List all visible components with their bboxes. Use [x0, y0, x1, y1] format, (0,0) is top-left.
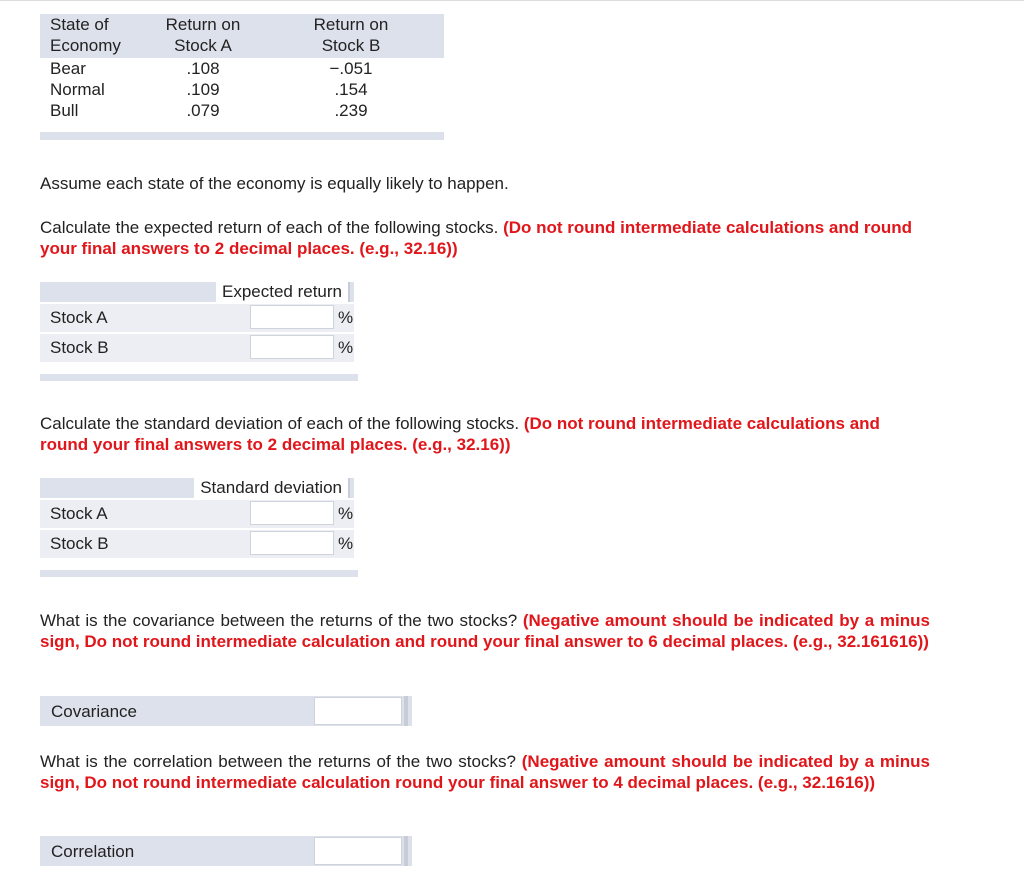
header-return-stock-a: Return on Stock A	[165, 15, 241, 55]
correlation-question	[40, 751, 930, 793]
row-label: Stock A	[50, 504, 108, 523]
covariance-label: Covariance	[51, 702, 137, 721]
stock-b-return-cell: −.051	[329, 59, 373, 78]
header-state-of-economy: State of Economy	[50, 15, 121, 55]
row-label: Stock B	[50, 338, 109, 357]
question-prompt: Calculate the expected return of each of the following stocks.	[40, 218, 499, 237]
table-row	[40, 79, 444, 100]
question-instruction: (Negative amount should be indicated by a minus sign, Do not round intermediate calculation round your final answer to 4 decimal places. (e.g., 32.1616))	[40, 752, 930, 792]
covariance-question	[40, 610, 930, 652]
column-header: Expected return	[216, 282, 350, 302]
stock-a-return-cell: .108	[186, 59, 220, 78]
expected-return-row-stock-a	[40, 304, 354, 332]
header-return-stock-b: Return on Stock B	[313, 15, 389, 55]
economy-table-header	[40, 14, 444, 58]
question-instruction: (Do not round intermediate calculations and round your final answers to 2 decimal places. (e.g., 32.16))	[40, 218, 913, 258]
stock-a-return-cell: .109	[186, 80, 220, 99]
row-end-bar	[404, 696, 408, 726]
standard-deviation-header	[40, 478, 354, 498]
covariance-row	[40, 696, 412, 726]
table-bottom-bar	[40, 374, 358, 381]
economy-returns-table	[40, 14, 444, 121]
expected-return-table	[40, 282, 358, 381]
expected-return-stock-a-input[interactable]	[250, 305, 334, 329]
question-prompt: What is the correlation between the returns of the two stocks?	[40, 752, 516, 771]
standard-deviation-table	[40, 478, 358, 577]
stock-b-return-cell: .239	[334, 101, 368, 120]
row-label: Stock A	[50, 308, 108, 327]
table-row	[40, 100, 444, 121]
stock-a-return-cell: .079	[186, 101, 220, 120]
standard-deviation-row-stock-a	[40, 500, 354, 528]
percent-unit: %	[338, 504, 354, 523]
table-bottom-bar	[40, 132, 444, 140]
standard-deviation-question	[40, 413, 930, 455]
row-end-bar	[404, 836, 408, 866]
state-cell: Bear	[50, 59, 86, 78]
expected-return-row-stock-b	[40, 334, 354, 362]
question-prompt: Calculate the standard deviation of each of the following stocks.	[40, 414, 520, 433]
expected-return-question	[40, 217, 930, 259]
covariance-input[interactable]	[314, 697, 402, 725]
expected-return-header	[40, 282, 354, 302]
standard-deviation-stock-b-input[interactable]	[250, 531, 334, 555]
expected-return-stock-b-input[interactable]	[250, 335, 334, 359]
correlation-input[interactable]	[314, 837, 402, 865]
state-cell: Normal	[50, 80, 105, 99]
stock-b-return-cell: .154	[334, 80, 368, 99]
standard-deviation-stock-a-input[interactable]	[250, 501, 334, 525]
correlation-row	[40, 836, 412, 866]
question-prompt: What is the covariance between the returns of the two stocks?	[40, 611, 518, 630]
assumption-text: Assume each state of the economy is equally likely to happen.	[40, 174, 509, 193]
row-label: Stock B	[50, 534, 109, 553]
state-cell: Bull	[50, 101, 79, 120]
percent-unit: %	[338, 308, 354, 327]
question-instruction: (Do not round intermediate calculations and round your final answers to 2 decimal places. (e.g., 32.16))	[40, 414, 880, 454]
percent-unit: %	[338, 338, 354, 357]
table-row	[40, 58, 444, 79]
table-bottom-bar	[40, 570, 358, 577]
question-instruction: (Negative amount should be indicated by a minus sign, Do not round intermediate calculation and round your final answer to 6 decimal places. (e.g., 32.161616))	[40, 611, 930, 651]
standard-deviation-row-stock-b	[40, 530, 354, 558]
percent-unit: %	[338, 534, 354, 553]
correlation-label: Correlation	[51, 842, 135, 861]
column-header: Standard deviation	[194, 478, 350, 498]
